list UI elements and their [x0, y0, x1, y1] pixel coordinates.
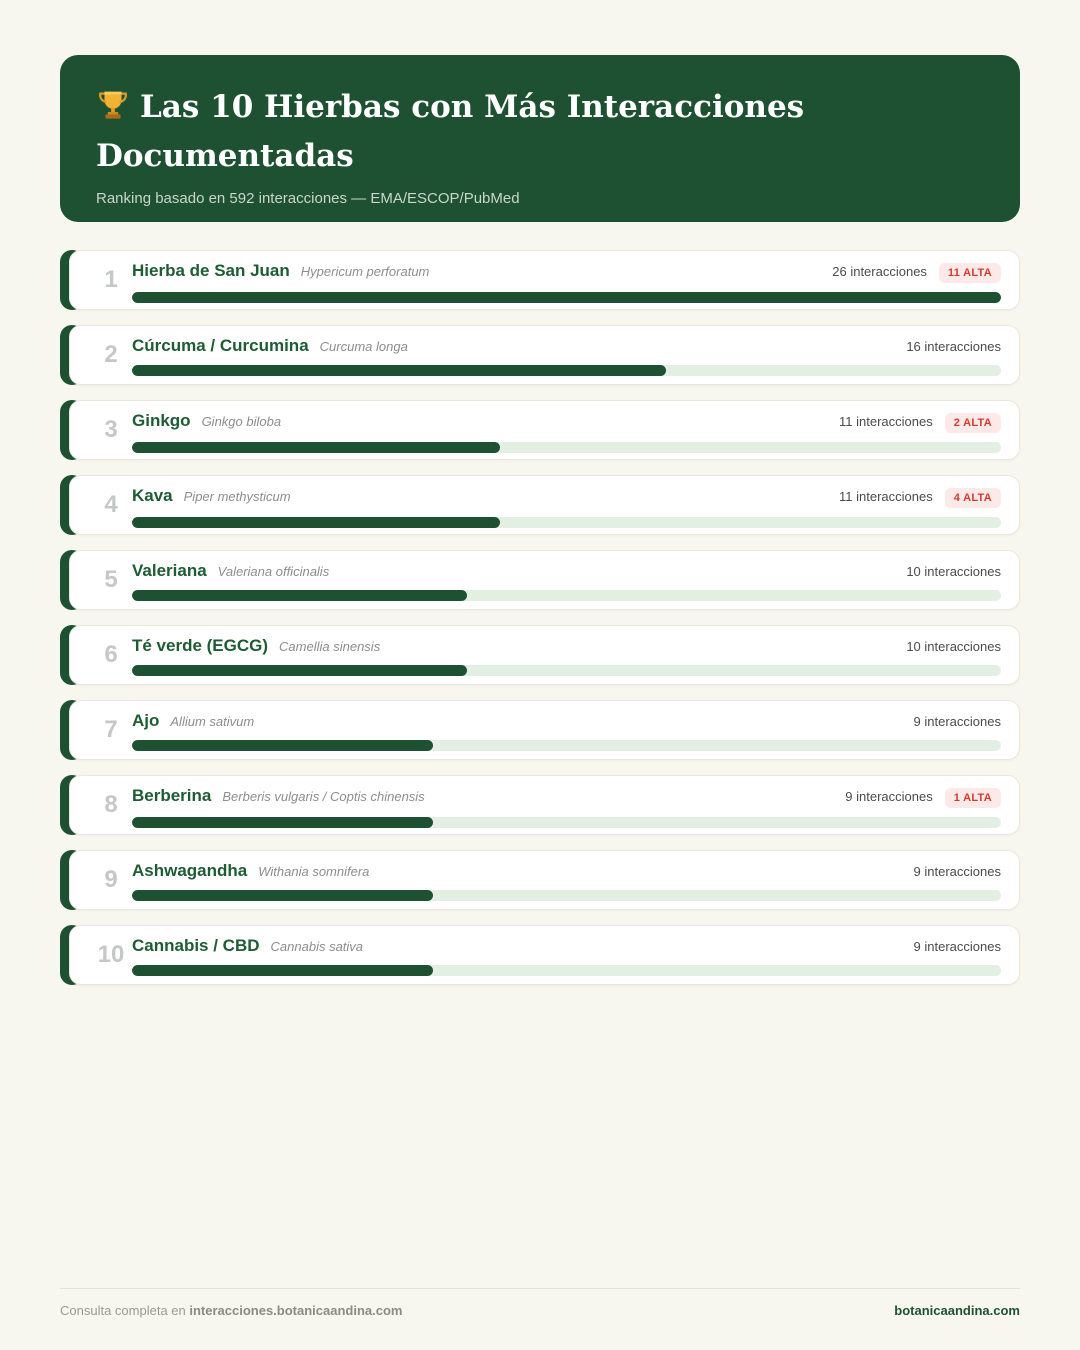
interaction-count: 11 interacciones: [839, 489, 933, 504]
ranking-row: [60, 850, 1020, 910]
row-content: [132, 476, 1001, 534]
rank-number: 5: [104, 566, 118, 593]
row-content: [132, 926, 1001, 984]
herb-latin-name: Berberis vulgaris / Coptis chinensis: [222, 789, 425, 804]
interaction-count: 10 interacciones: [906, 564, 1001, 579]
ranking-row: [60, 325, 1020, 385]
rank-number: 8: [104, 791, 118, 818]
ranking-card: [69, 250, 1020, 310]
bar-fill: [132, 817, 433, 828]
herb-name: Cúrcuma / Curcumina: [132, 336, 309, 355]
footer-brand-link[interactable]: botanicaandina.com: [894, 1303, 1020, 1318]
ranking-card: [69, 700, 1020, 760]
alta-badge: 2 ALTA: [945, 413, 1001, 433]
ranking-row: [60, 400, 1020, 460]
herb-latin-name: Allium sativum: [170, 714, 255, 729]
ranking-card: [69, 850, 1020, 910]
rank-number: 1: [104, 266, 118, 293]
ranking-row: [60, 250, 1020, 310]
page-subtitle: Ranking basado en 592 interacciones — EMA/ESCOP/PubMed: [96, 190, 520, 207]
row-content: [132, 551, 1001, 609]
herb-name: Valeriana: [132, 561, 207, 580]
footer-note-prefix: Consulta completa en: [60, 1303, 190, 1318]
bar-fill: [132, 890, 433, 901]
herb-name: Ginkgo: [132, 411, 191, 430]
ranking-row: [60, 625, 1020, 685]
bar-track: [132, 365, 1001, 376]
herb-name: Ajo: [132, 711, 160, 730]
bar-fill: [132, 740, 433, 751]
ranking-card: [69, 550, 1020, 610]
herb-name: Hierba de San Juan: [132, 261, 290, 280]
rank-number: 6: [104, 641, 118, 668]
bar-fill: [132, 665, 467, 676]
ranking-card: [69, 775, 1020, 835]
bar-track: [132, 590, 1001, 601]
header-banner: [60, 55, 1020, 222]
rank-number: 10: [97, 941, 125, 968]
row-content: [132, 626, 1001, 684]
herb-name: Té verde (EGCG): [132, 636, 269, 655]
alta-badge: 4 ALTA: [945, 488, 1001, 508]
rank-number: 3: [104, 416, 118, 443]
page: [60, 55, 1020, 985]
ranking-row: [60, 475, 1020, 535]
row-content: [132, 701, 1001, 759]
bar-track: [132, 517, 1001, 528]
page-title: [96, 85, 856, 179]
alta-badge: 1 ALTA: [945, 788, 1001, 808]
bar-fill: [132, 442, 500, 453]
bar-track: [132, 442, 1001, 453]
herb-latin-name: Cannabis sativa: [270, 939, 364, 954]
bar-track: [132, 292, 1001, 303]
bar-fill: [132, 965, 433, 976]
herb-name: Kava: [132, 486, 173, 505]
ranking-card: [69, 475, 1020, 535]
ranking-card: [69, 925, 1020, 985]
row-content: [132, 251, 1001, 309]
herb-latin-name: Withania somnifera: [258, 864, 370, 879]
ranking-card: [69, 325, 1020, 385]
interaction-count: 9 interacciones: [845, 789, 933, 804]
rank-number: 7: [104, 716, 118, 743]
herb-latin-name: Curcuma longa: [319, 339, 408, 354]
ranking-row: [60, 775, 1020, 835]
herb-name: Ashwagandha: [132, 861, 248, 880]
ranking-card: [69, 400, 1020, 460]
bar-track: [132, 740, 1001, 751]
bar-fill: [132, 292, 1001, 303]
rank-number: 9: [104, 866, 118, 893]
alta-badge: 11 ALTA: [939, 263, 1001, 283]
page-title-text: Las 10 Hierbas con Más Interacciones Documentadas: [96, 89, 805, 174]
herb-latin-name: Hypericum perforatum: [300, 264, 430, 279]
interaction-count: 16 interacciones: [906, 339, 1001, 354]
rank-number: 2: [104, 341, 118, 368]
row-content: [132, 401, 1001, 459]
footer-note: [60, 1303, 402, 1318]
footer-link[interactable]: interacciones.botanicaandina.com: [189, 1303, 403, 1318]
ranking-list: [60, 250, 1020, 985]
interaction-count: 26 interacciones: [832, 264, 927, 279]
bar-fill: [132, 590, 467, 601]
herb-latin-name: Valeriana officinalis: [217, 564, 330, 579]
row-content: [132, 326, 1001, 384]
ranking-row: [60, 700, 1020, 760]
bar-track: [132, 965, 1001, 976]
rank-number: 4: [104, 491, 118, 518]
ranking-row: [60, 925, 1020, 985]
bar-track: [132, 665, 1001, 676]
bar-fill: [132, 517, 500, 528]
herb-name: Berberina: [132, 786, 212, 805]
interaction-count: 9 interacciones: [913, 939, 1001, 954]
interaction-count: 11 interacciones: [839, 414, 933, 429]
bar-track: [132, 890, 1001, 901]
row-content: [132, 776, 1001, 834]
herb-latin-name: Camellia sinensis: [279, 639, 381, 654]
interaction-count: 10 interacciones: [906, 639, 1001, 654]
interaction-count: 9 interacciones: [913, 714, 1001, 729]
bar-fill: [132, 365, 666, 376]
interaction-count: 9 interacciones: [913, 864, 1001, 879]
footer: [60, 1288, 1020, 1318]
ranking-row: [60, 550, 1020, 610]
bar-track: [132, 817, 1001, 828]
herb-name: Cannabis / CBD: [132, 936, 260, 955]
herb-latin-name: Piper methysticum: [183, 489, 291, 504]
ranking-card: [69, 625, 1020, 685]
trophy-icon: [96, 87, 130, 134]
row-content: [132, 851, 1001, 909]
herb-latin-name: Ginkgo biloba: [201, 414, 282, 429]
